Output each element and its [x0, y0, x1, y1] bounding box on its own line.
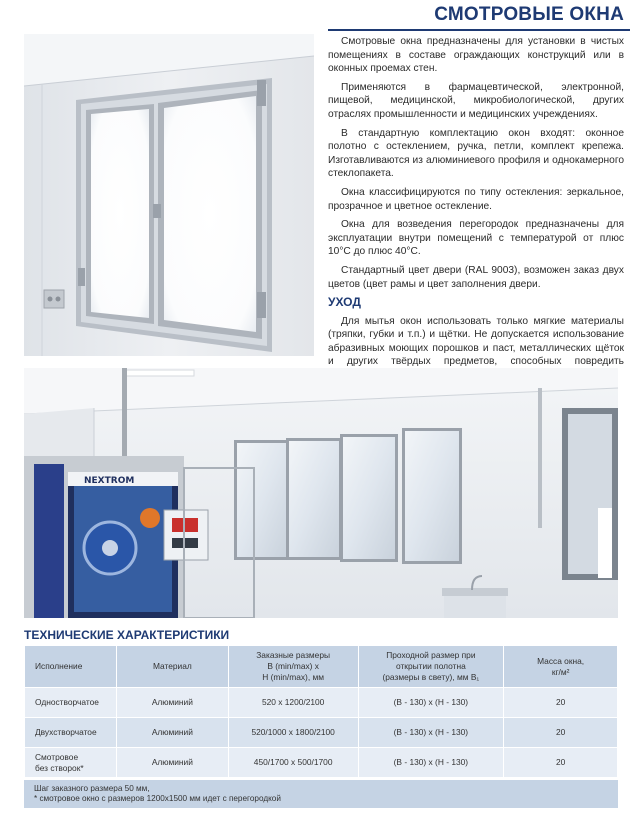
note-line: Шаг заказного размера 50 мм, [34, 784, 150, 793]
intro-paragraph: В стандартную комплектацию окон входят: оконное полотно с остеклением, ручка, петли, комплект крепежа. Изготавливаются из алюминиевого профиля и однокамерного стеклопакета. [328, 127, 624, 180]
table-cell: Алюминий [116, 688, 228, 718]
column-header: Заказные размеры В (min/max) x Н (min/max), мм [228, 646, 358, 688]
intro-paragraph: Окна классифицируются по типу остекления: зеркальное, прозрачное и цветное остекление. [328, 186, 624, 212]
care-paragraph: Для мытья окон использовать только мягкие материалы (тряпки, губки и т.п.) и щётки. Не допускается использование абразивных моющих порошков и паст, металлических щёток и других твёрдых предметов, способных повредить [328, 315, 624, 368]
column-header: Проходной размер при открытии полотна (размеры в свету), мм В₁ [358, 646, 504, 688]
table-row [25, 688, 618, 718]
table-row [25, 748, 618, 778]
column-header: Материал [116, 646, 228, 688]
table-cell: 450/1700 x 500/1700 [228, 748, 358, 778]
description-column [328, 35, 624, 388]
care-heading: УХОД [328, 295, 361, 310]
column-header: Масса окна, кг/м² [504, 646, 618, 688]
table-cell: (В - 130) х (Н - 130) [358, 748, 504, 778]
table-cell: (В - 130) х (Н - 130) [358, 718, 504, 748]
table-row [25, 718, 618, 748]
window-photo [24, 34, 314, 356]
table-cell: 520/1000 x 1800/2100 [228, 718, 358, 748]
table-header-row [25, 646, 618, 688]
table-cell: 20 [504, 718, 618, 748]
window-illustration [24, 34, 314, 356]
title-rule [328, 29, 630, 31]
table-cell: Алюминий [116, 718, 228, 748]
intro-paragraph: Стандартный цвет двери (RAL 9003), возможен заказ двух цветов (цвет рамы и цвет заполнения двери. [328, 264, 624, 290]
specs-title: ТЕХНИЧЕСКИЕ ХАРАКТЕРИСТИКИ [24, 628, 230, 642]
table-cell: 20 [504, 688, 618, 718]
cleanroom-illustration [24, 368, 618, 618]
page-title: СМОТРОВЫЕ ОКНА [434, 4, 624, 25]
intro-paragraph: Применяются в фармацевтической, электронной, пищевой, медицинской, микробиологической, других отраслях промышленности и медицинских учреждениях. [328, 81, 624, 120]
table-cell: Двухстворчатое [25, 718, 117, 748]
table-cell: Смотровое без створок* [25, 748, 117, 778]
specs-note [24, 780, 618, 808]
intro-paragraph: Смотровые окна предназначены для установки в чистых помещениях в составе ограждающих конструкций или в оконных проемах стен. [328, 36, 624, 75]
machine-brand: NEXTROM [84, 476, 135, 486]
intro-paragraph: Окна для возведения перегородок предназначены для эксплуатации внутри помещений с температурой от плюс 10°С до плюс 40°С. [328, 219, 624, 258]
specs-table [24, 645, 618, 778]
table-cell: 520 x 1200/2100 [228, 688, 358, 718]
table-cell: Алюминий [116, 748, 228, 778]
note-line: * смотровое окно с размеров 1200х1500 мм идет с перегородкой [34, 794, 281, 803]
cleanroom-photo [24, 368, 618, 618]
table-cell: 20 [504, 748, 618, 778]
column-header: Исполнение [25, 646, 117, 688]
table-cell: (В - 130) х (Н - 130) [358, 688, 504, 718]
table-cell: Одностворчатое [25, 688, 117, 718]
